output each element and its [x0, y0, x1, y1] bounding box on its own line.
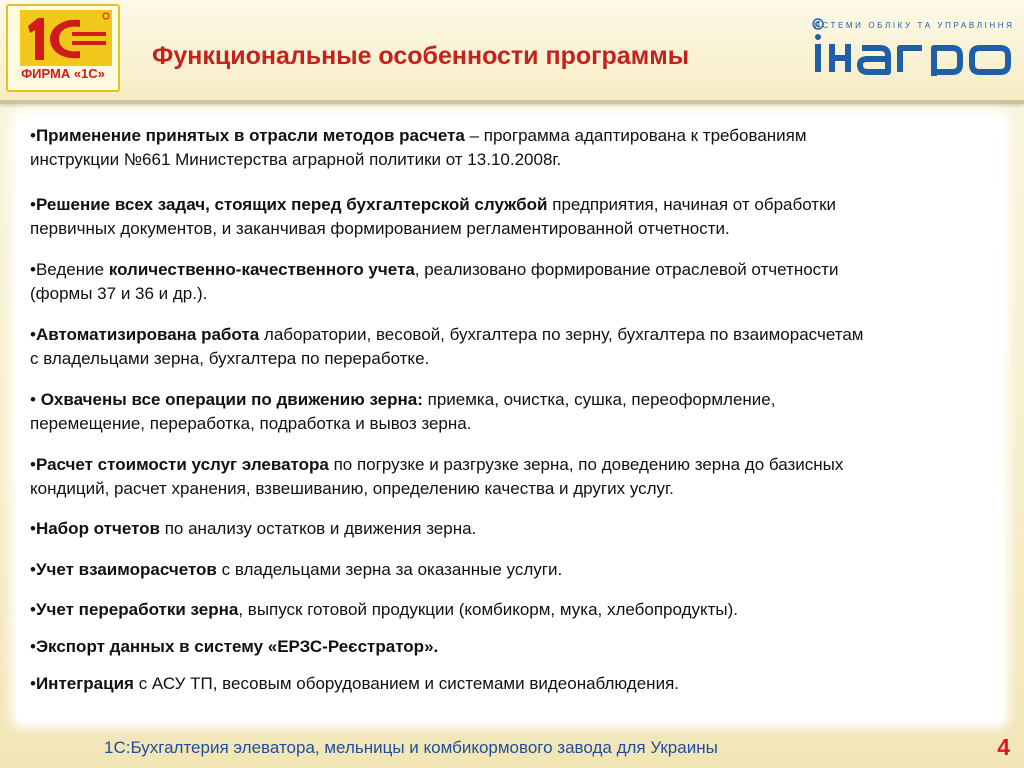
bullet-text: – программа адаптирована к требованиям — [464, 126, 807, 145]
list-item — [30, 672, 1010, 696]
bullet-marker: • — [30, 195, 36, 214]
list-item — [30, 517, 1010, 541]
bullet-marker: • — [30, 519, 36, 538]
brand-tagline: ИСТЕМИ ОБЛІКУ ТА УПРАВЛІННЯ — [814, 21, 1015, 30]
list-item — [30, 193, 1010, 241]
page-title: Функциональные особенности программы — [152, 42, 690, 70]
bullet-text: приемка, очистка, сушка, переоформление, — [422, 390, 776, 409]
page-number: 4 — [997, 734, 1010, 760]
bullet-marker: •Ведение — [30, 260, 109, 279]
logo-1c-caption: ФИРМА «1С» — [21, 66, 105, 81]
bullet-heading: Применение принятых в отрасли методов расчета — [35, 126, 465, 145]
list-item — [30, 558, 1010, 582]
logo-1c — [6, 4, 120, 92]
bullet-marker: • — [30, 600, 36, 619]
bullet-heading: Набор отчетов — [35, 519, 160, 538]
bullet-marker: • — [30, 637, 36, 656]
list-item — [30, 323, 1010, 371]
bullet-heading: Экспорт данных в систему «ЕРЗС-Реєстратор». — [35, 637, 439, 656]
bullet-heading: количественно-качественного учета — [108, 260, 415, 279]
bullet-heading: Охвачены все операции по движению зерна: — [40, 390, 423, 409]
list-item — [30, 598, 1010, 622]
list-item — [30, 453, 1010, 501]
bullet-text-continued: с владельцами зерна, бухгалтера по переработке. — [30, 349, 430, 368]
bullet-text: предприятия, начиная от обработки — [547, 195, 837, 214]
bullet-text-continued: перемещение, переработка, подработка и вывоз зерна. — [30, 414, 472, 433]
list-item — [30, 258, 1010, 306]
bullet-heading: Учет переработки зерна — [35, 600, 239, 619]
inagro-logo — [810, 34, 1016, 76]
bullet-heading: Учет взаиморасчетов — [35, 560, 217, 579]
list-item — [30, 124, 1010, 172]
bullet-text: по погрузке и разгрузке зерна, по доведению зерна до базисных — [328, 455, 844, 474]
list-item — [30, 635, 1010, 659]
bullet-marker: • — [30, 674, 36, 693]
bullet-text: , выпуск готовой продукции (комбикорм, мука, хлебопродукты). — [238, 600, 739, 619]
bullet-text-continued: первичных документов, и заканчивая формированием регламентированной отчетности. — [30, 219, 730, 238]
bullet-text-continued: кондиций, расчет хранения, взвешиванию, определению качества и других услуг. — [30, 479, 674, 498]
bullet-text: с владельцами зерна за оказанные услуги. — [216, 560, 563, 579]
bullet-text-continued: (формы 37 и 36 и др.). — [30, 284, 208, 303]
bullet-text: по анализу остатков и движения зерна. — [160, 519, 477, 538]
bullet-heading: Интеграция — [35, 674, 134, 693]
slide-header — [0, 0, 1024, 104]
bullet-text-continued: инструкции №661 Министерства аграрной политики от 13.10.2008г. — [30, 150, 562, 169]
bullet-marker: • — [30, 325, 36, 344]
bullet-heading: Автоматизирована работа — [35, 325, 260, 344]
bullet-heading: Решение всех задач, стоящих перед бухгалтерской службой — [35, 195, 548, 214]
footer-product-name: 1С:Бухгалтерия элеватора, мельницы и комбикормового завода для Украины — [104, 738, 718, 757]
list-item — [30, 388, 1010, 436]
bullet-marker: • — [30, 126, 36, 145]
bullet-marker: • — [30, 390, 41, 409]
bullet-text: , реализовано формирование отраслевой отчетности — [414, 260, 839, 279]
bullet-heading: Расчет стоимости услуг элеватора — [35, 455, 329, 474]
bullet-marker: • — [30, 455, 36, 474]
bullet-text: с АСУ ТП, весовым оборудованием и системами видеонаблюдения. — [133, 674, 679, 693]
bullet-marker: • — [30, 560, 36, 579]
logo-1c-icon — [20, 10, 112, 66]
bullet-text: лаборатории, весовой, бухгалтера по зерну, бухгалтера по взаиморасчетам — [259, 325, 864, 344]
